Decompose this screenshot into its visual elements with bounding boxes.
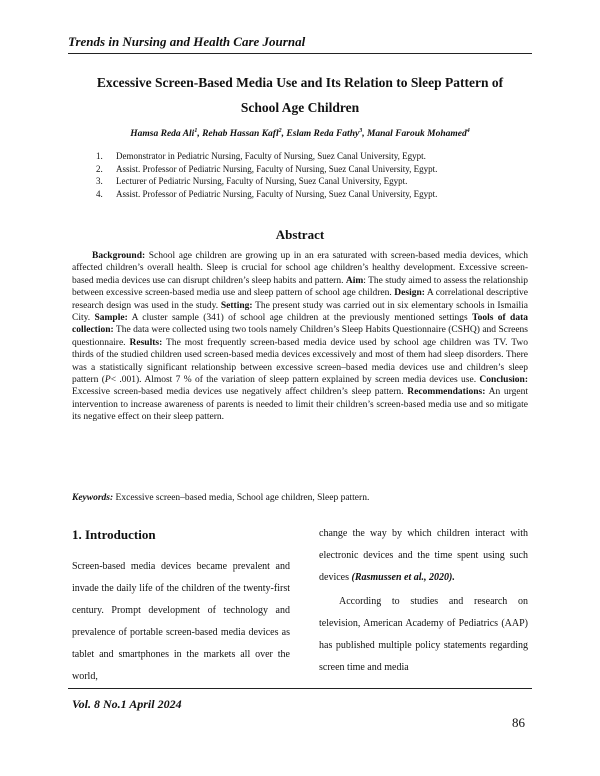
setting-text: The present study was carried out in six elementary schools in Ismailia City. <box>72 300 528 324</box>
tools-text: The data were collected using two tools namely Children’s Sleep Habits Questionnaire (CSHQ) and Screens questionnaire. <box>72 325 528 348</box>
title-line-2: School Age Children <box>240 100 360 115</box>
sample-text: A cluster sample (341) of school age children at the previously mentioned settings <box>127 313 473 324</box>
affiliation-text: Lecturer of Pediatric Nursing, Faculty of Nursing, Suez Canal University, Egypt. <box>116 176 408 186</box>
citation: (Rasmussen et al., 2020). <box>351 572 455 583</box>
affiliation-number: 4. <box>96 188 103 199</box>
affiliation-item <box>96 188 437 201</box>
tools-label: Tools of data collection: <box>72 313 528 336</box>
page-number: 86 <box>512 715 525 730</box>
author-name: Hamsa Reda Ali <box>130 129 195 140</box>
recommendations-label: Recommendations: <box>407 387 486 398</box>
conclusion-label: Conclusion: <box>479 375 528 386</box>
recommendations-text: An urgent intervention to increase awareness of parents is needed to limit their children’s screen-based media use and so mitigate its negative effect on their sleep pattern. <box>72 387 528 423</box>
author-sup: 3 <box>359 128 363 134</box>
header-rule <box>68 53 532 54</box>
results-text-continued: < .001). Almost 7 % of the variation of sleep pattern explained by screen media devices use. <box>110 375 477 386</box>
results-label: Results: <box>129 337 163 348</box>
author-name: Eslam Reda Fathy <box>286 129 360 140</box>
background-text: School age children are growing up in an era saturated with screen-based media devices, which affected children’s overall health. Sleep is crucial for school age children’s healthy development. Excessive screen-based media devices use can disrupt children’s sleep habits and pattern. <box>72 251 528 286</box>
results-text: The most frequently screen-based media device used by school age children was TV. Two thirds of the studied children used screen-based media devices excessively and most of them had sleep disorders. There was a statistically significant relationship between excessive screen–based media devices use and children’s sleep pattern ( <box>72 337 528 386</box>
affiliation-text: Assist. Professor of Pediatric Nursing, Faculty of Nursing, Suez Canal University, Egypt. <box>116 188 438 199</box>
column-2-text: change the way by which children interact with electronic devices and the time spent using such devices <box>319 528 528 583</box>
affiliation-text: Assist. Professor of Pediatric Nursing, Faculty of Nursing, Suez Canal University, Egypt. <box>116 163 438 174</box>
author-sup: 2 <box>278 128 282 134</box>
introduction-heading: 1. Introduction <box>72 527 156 542</box>
abstract-body <box>72 250 528 424</box>
intro-column-2-paragraph-1 <box>319 523 528 589</box>
background-label: Background: <box>92 251 146 261</box>
author-name: Rehab Hassan Kafl <box>202 129 279 140</box>
intro-column-2-paragraph-2: According to studies and research on television, American Academy of Pediatrics (AAP) has published multiple policy statements regarding screen time and media <box>319 596 528 673</box>
affiliation-item <box>96 175 437 188</box>
author-list: Hamsa Reda Ali$^1$, Rehab Hassan Kafl$^2$, Eslam Reda Fathy$^3$, Manal Farouk Mohamed$^4$ <box>130 128 470 140</box>
abstract-heading: Abstract <box>275 227 325 242</box>
p-value-symbol: P <box>104 375 111 386</box>
journal-header: Trends in Nursing and Health Care Journal <box>68 34 306 49</box>
author-sup: 4 <box>466 128 470 134</box>
footer-rule <box>68 688 532 689</box>
affiliation-list <box>96 150 437 200</box>
footer-volume: Vol. 8 No.1 April 2024 <box>72 697 182 711</box>
sample-label: Sample: <box>94 313 128 324</box>
affiliation-item <box>96 163 437 176</box>
affiliation-number: 2. <box>96 163 103 174</box>
design-text: A correlational descriptive research design was used in the study. <box>72 288 528 311</box>
keywords-text: Excessive screen–based media, School age children, Sleep pattern. <box>113 493 370 503</box>
paper-title <box>60 70 540 120</box>
affiliation-number: 3. <box>96 176 103 186</box>
affiliation-item <box>96 150 437 163</box>
conclusion-text: Excessive screen-based media devices use negatively affect children’s sleep pattern. <box>72 387 404 398</box>
author-sup: 1 <box>194 128 198 134</box>
aim-text: : The study aimed to assess the relationship between excessive screen-based media use and sleep pattern of school age children. <box>72 275 528 299</box>
intro-column-1: Screen-based media devices became prevalent and invade the daily life of the children of the twenty-first century. Prompt development of technology and prevalence of portable screen-based media devices as tablet and smartphones in the markets all over the world, <box>72 561 290 682</box>
keywords <box>72 493 528 503</box>
aim-label: Aim <box>345 275 364 286</box>
affiliation-number: 1. <box>96 151 103 161</box>
design-label: Design: <box>394 288 425 299</box>
author-name: Manal Farouk Mohamed <box>366 129 467 140</box>
setting-label: Setting: <box>220 300 253 311</box>
affiliation-text: Demonstrator in Pediatric Nursing, Faculty of Nursing, Suez Canal University, Egypt. <box>116 151 426 161</box>
keywords-label: Keywords: <box>72 493 114 503</box>
title-line-1: Excessive Screen-Based Media Use and Its Relation to Sleep Pattern of <box>96 75 504 90</box>
